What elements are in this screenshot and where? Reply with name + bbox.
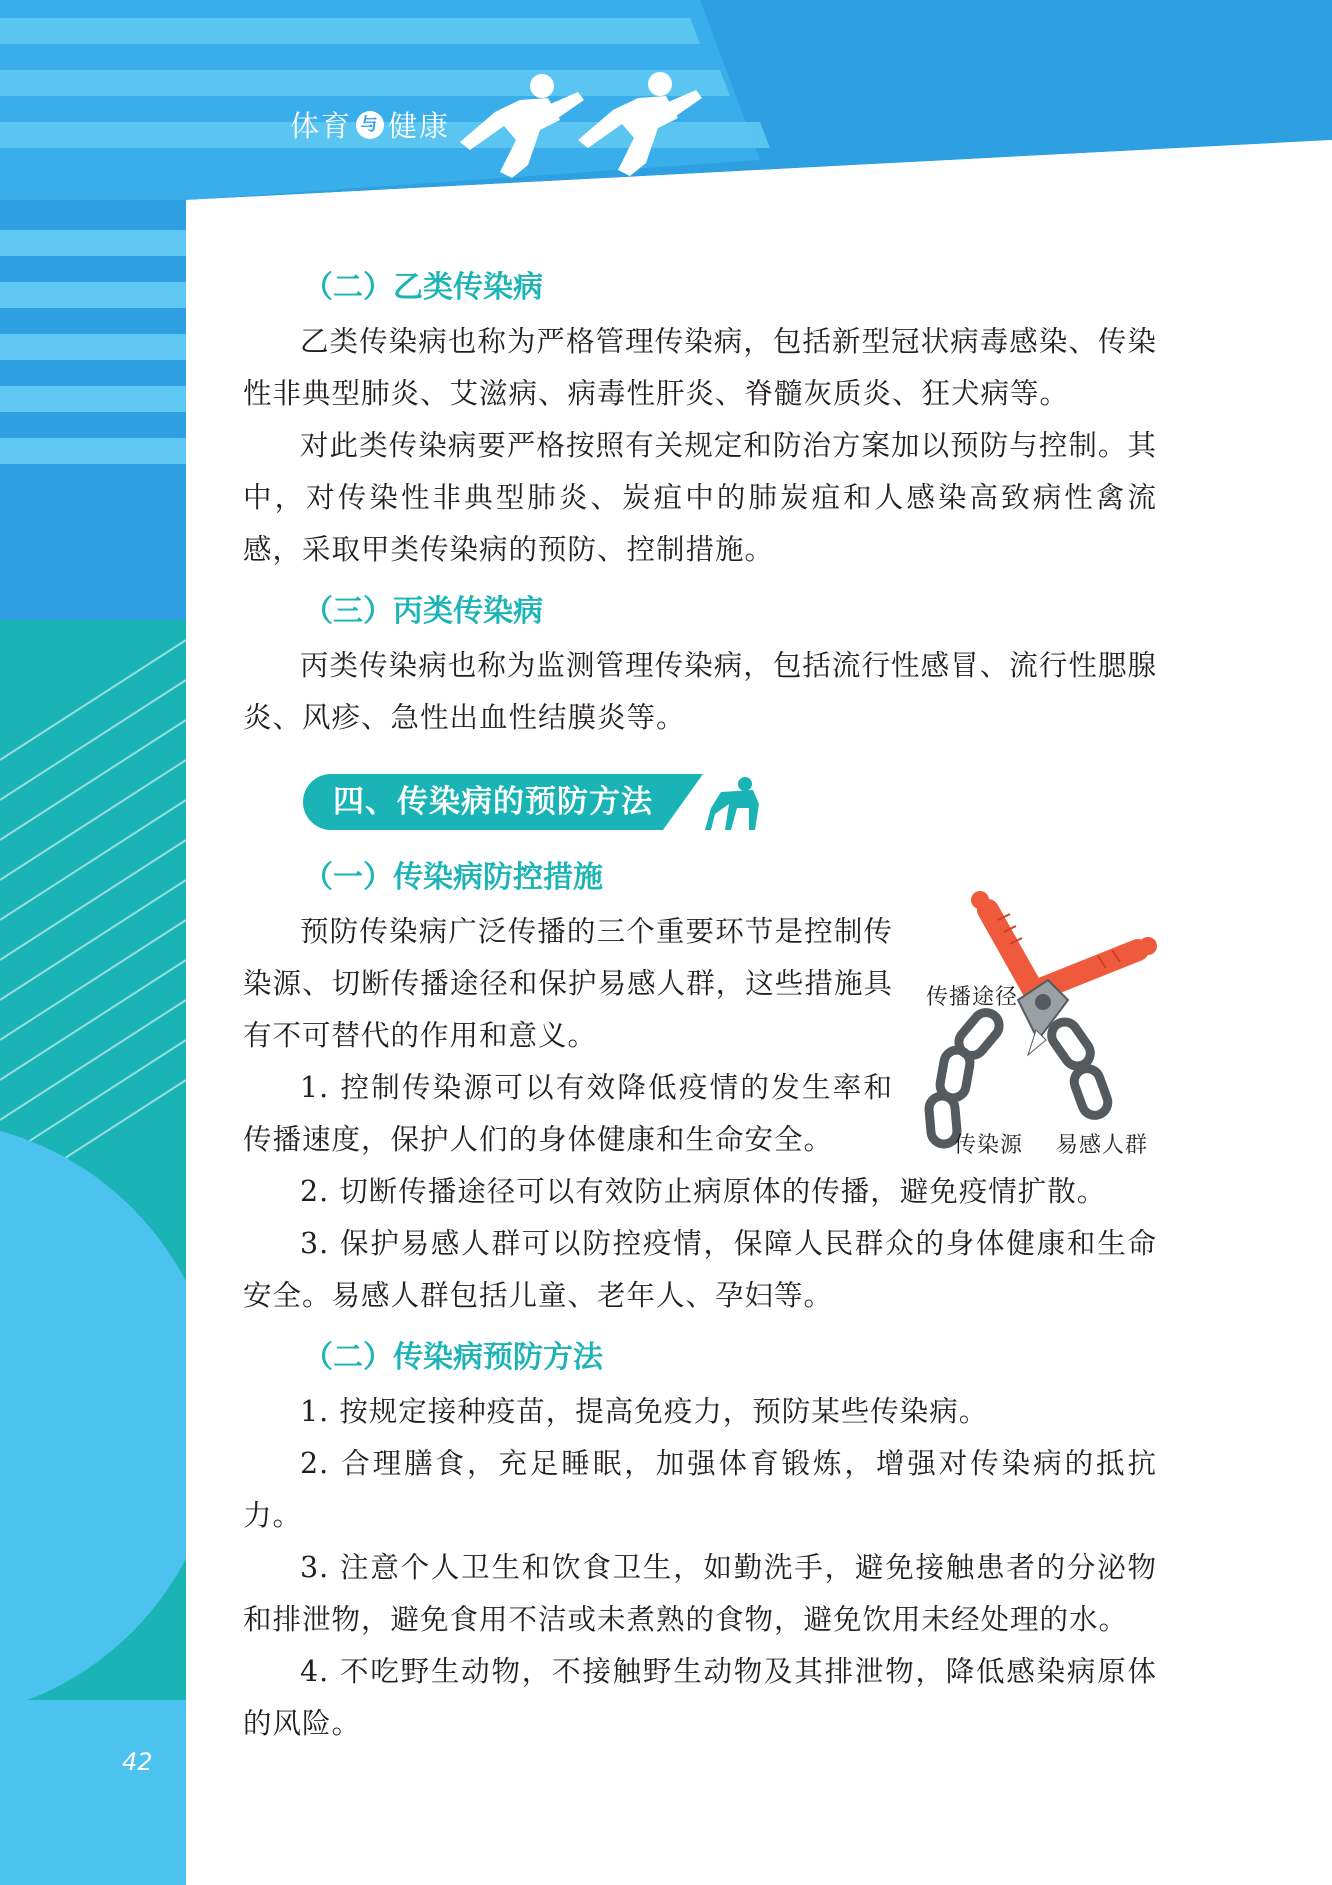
book-title-badge: 与 [356,111,384,139]
paragraph: 2. 切断传播途径可以有效防止病原体的传播，避免疫情扩散。 [300,1175,1107,1208]
pliers-chain-icon [918,890,1168,1160]
paragraph: 对此类传染病要严格按照有关规定和防治方案加以预防与控制。其中，对传染性非典型肺炎、炭疽中的肺炭疽和人感染高致病性禽流感，采取甲类传染病的预防、控制措施。 [243,429,1157,566]
sprinter-crouch-icon [701,774,767,830]
heading-control-measures: （一）传染病防控措施 [303,860,603,895]
heading-class-b: （二）乙类传染病 [303,270,543,305]
page-number: 42 [122,1748,153,1776]
label-susceptible-population: 易感人群 [1056,1133,1149,1158]
list-item: 2. 合理膳食，充足睡眠，加强体育锻炼，增强对传染病的抵抗力。 [243,1447,1157,1532]
list-item: 3. 注意个人卫生和饮食卫生，如勤洗手，避免接触患者的分泌物和排泄物，避免食用不洁或未煮熟的食物，避免饮用未经处理的水。 [243,1551,1157,1636]
paragraph: 3. 保护易感人群可以防控疫情，保障人民群众的身体健康和生命安全。易感人群包括儿童、老年人、孕妇等。 [243,1227,1157,1312]
label-transmission-route: 传播途径 [926,985,1019,1010]
book-title-part2: 健康 [388,109,451,143]
label-infection-source: 传染源 [954,1133,1024,1158]
paragraph: 1. 控制传染源可以有效降低疫情的发生率和传播速度，保护人们的身体健康和生命安全。 [243,1071,893,1156]
heading-class-c: （三）丙类传染病 [303,594,543,629]
heading-prevention-methods: （二）传染病预防方法 [303,1340,603,1375]
pliers-chain-illustration [918,890,1168,1160]
section-heading-text: 四、传染病的预防方法 [333,784,653,820]
book-title-part1: 体育 [290,109,353,143]
paragraph: 预防传染病广泛传播的三个重要环节是控制传染源、切断传播途径和保护易感人群，这些措施具有不可替代的作用和意义。 [243,915,893,1052]
section-heading-prevention [303,774,1157,830]
list-item: 1. 按规定接种疫苗，提高免疫力，预防某些传染病。 [300,1395,989,1428]
paragraph: 乙类传染病也称为严格管理传染病，包括新型冠状病毒感染、传染性非典型肺炎、艾滋病、病毒性肝炎、脊髓灰质炎、狂犬病等。 [243,325,1157,410]
book-title [290,104,450,145]
paragraph: 丙类传染病也称为监测管理传染病，包括流行性感冒、流行性腮腺炎、风疹、急性出血性结膜炎等。 [243,649,1157,734]
list-item: 4. 不吃野生动物，不接触野生动物及其排泄物，降低感染病原体的风险。 [243,1655,1157,1740]
